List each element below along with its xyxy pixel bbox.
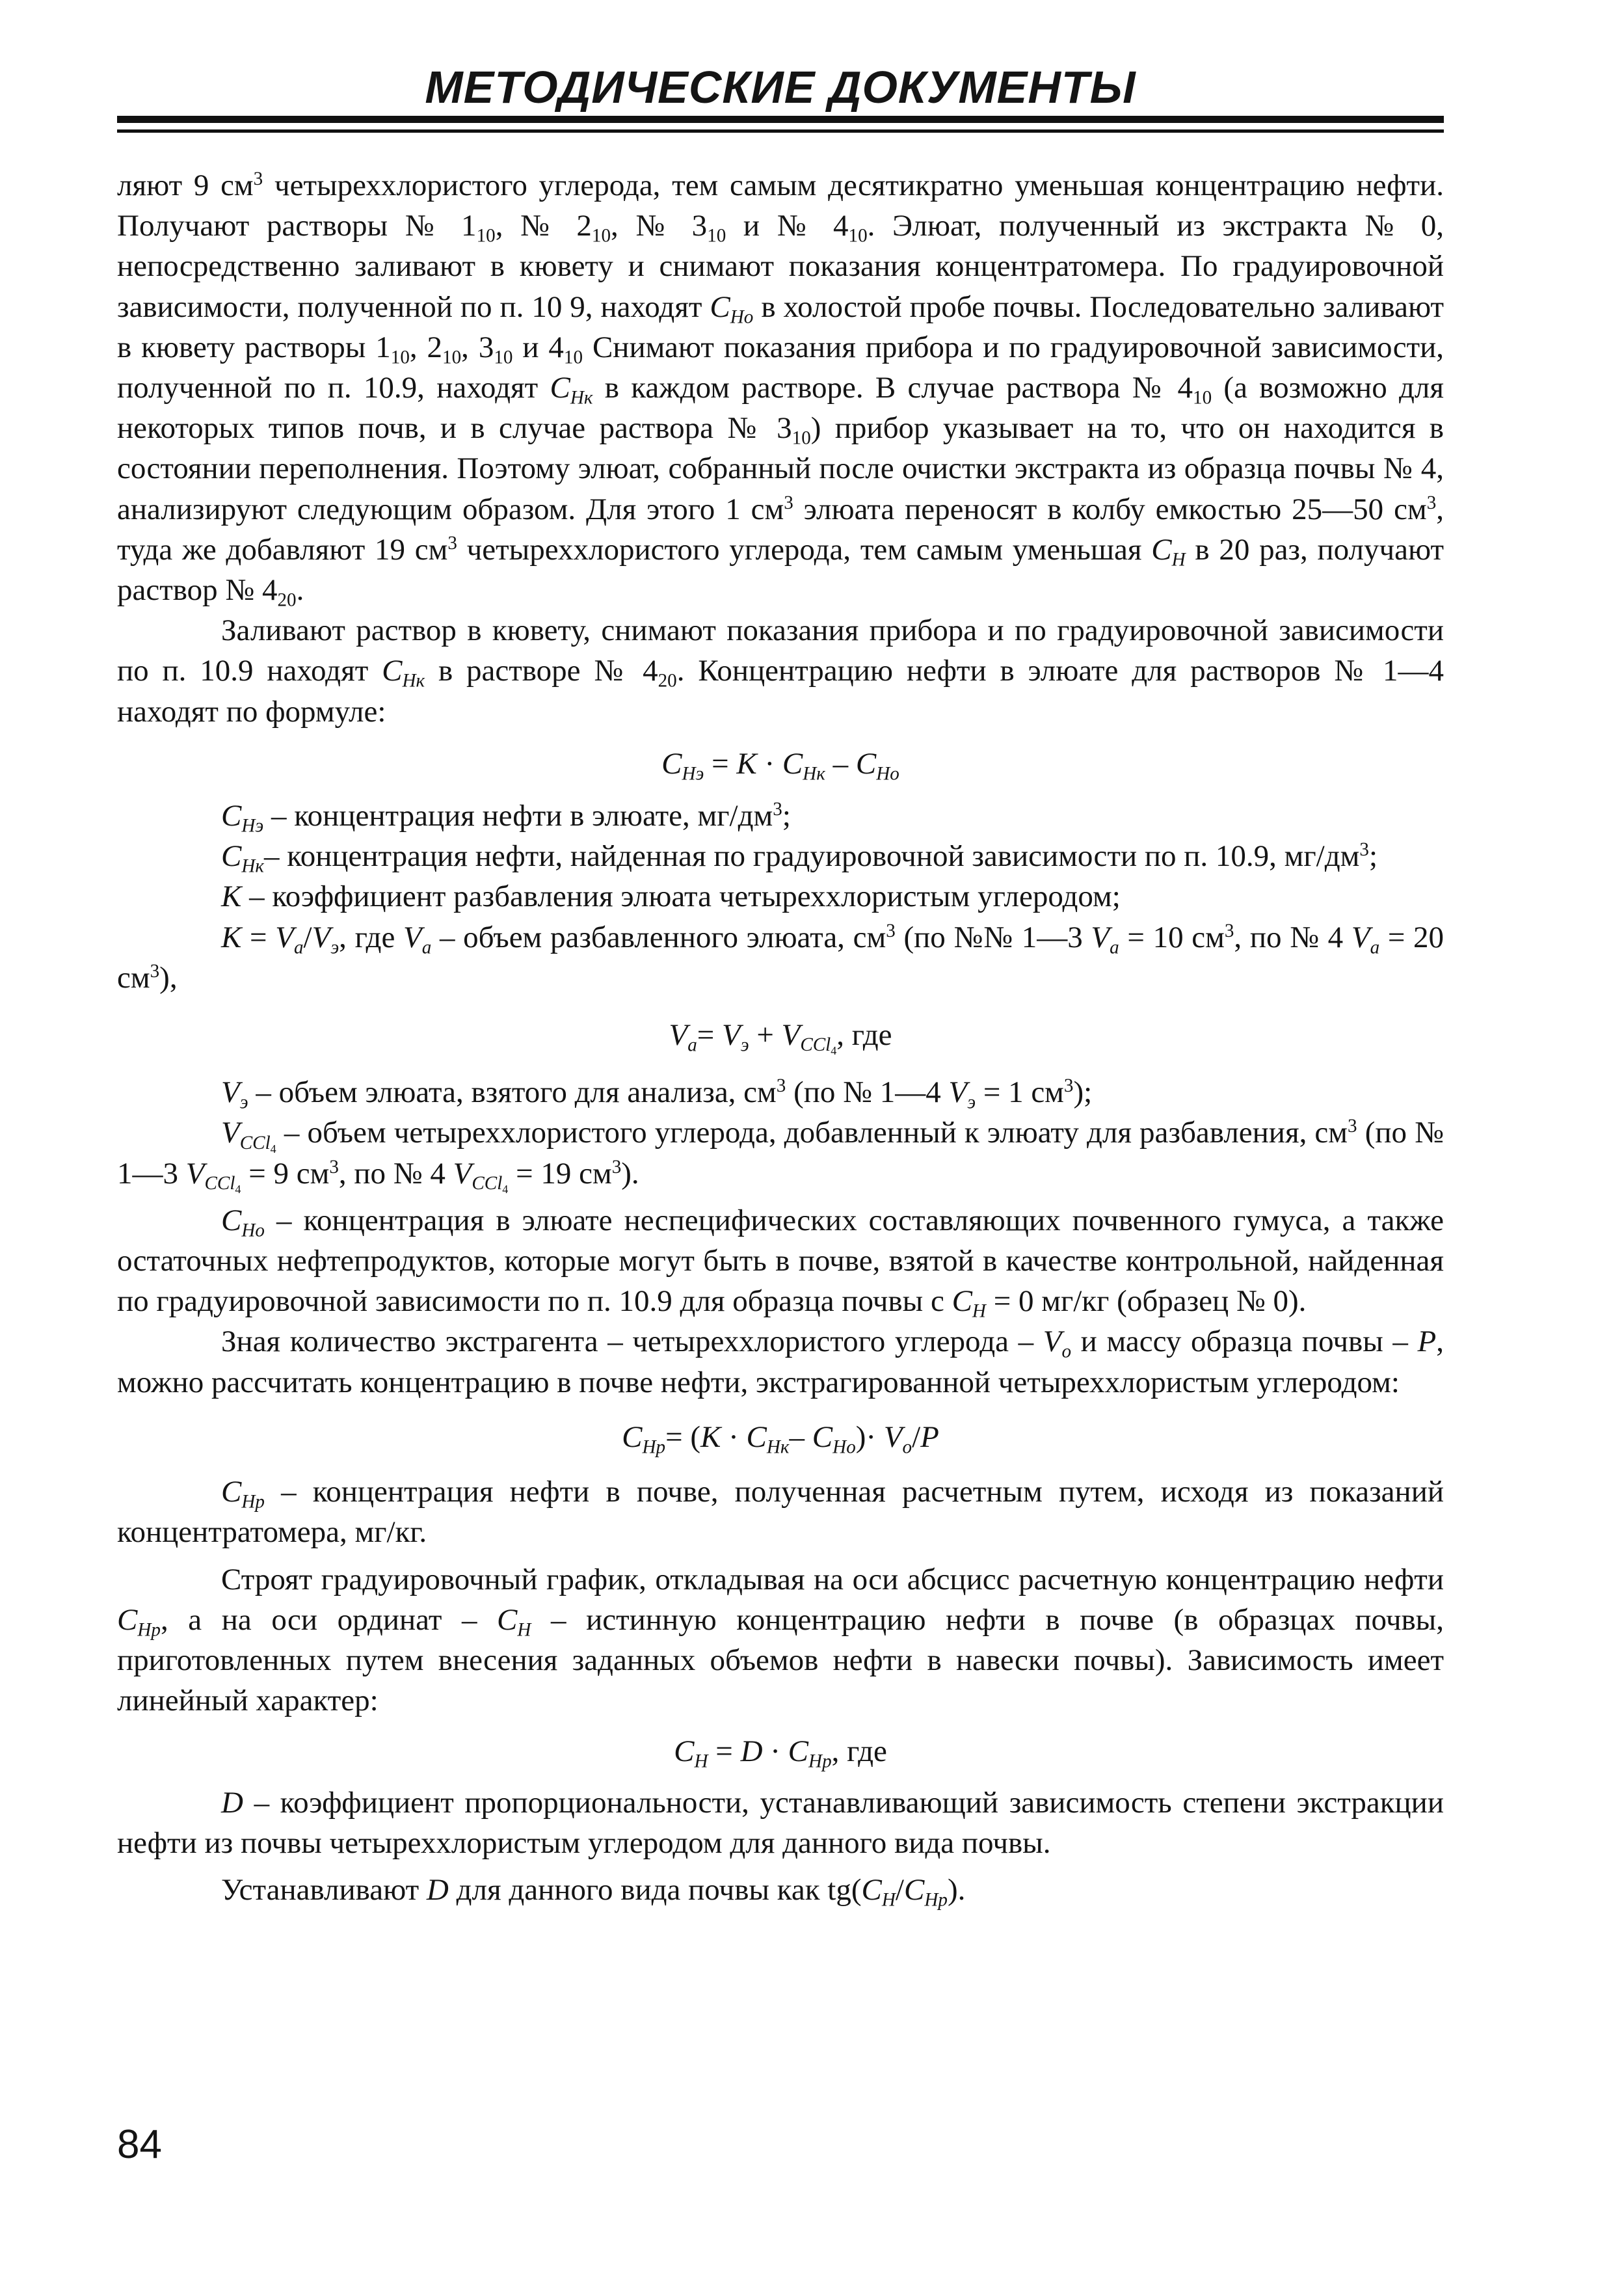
header-rule-thick <box>117 116 1444 123</box>
paragraph-cho: $C_{Ho}$ – концентрация в элюате неспецифических составляющих почвенного гумуса, а также остаточных нефтепродуктов, которые могут быть в почве, взятой в качестве контрольной, найденная по градуировочной зависимости по п. 10.9 для образца почвы с $C_H = 0$ мг/кг (образец № 0). <box>117 1203 1444 1322</box>
definition-chk: $C_{Hк}-$ концентрация нефти, найденная по градуировочной зависимости по п. 10.9, $мг/дм^3$; <box>221 839 1378 877</box>
formula-eluate-concentration: $C_{Hэ} = K \cdot C_{Hк} - C_{Ho}$ <box>661 746 899 785</box>
formula-chp: $C_{Hp}= (K \cdot C_{Hк}-$ $C_{Ho})\cdot V_o/P$ <box>622 1420 939 1458</box>
definition-chp: $C_{Hp}$ – концентрация нефти в почве, полученная расчетным путем, исходя из показаний концентратомера, мг/кг. <box>117 1475 1444 1550</box>
header-rule-thin <box>117 129 1444 133</box>
paragraph-calibration-graph: Строят градуировочный график, откладывая на оси абсцисс расчетную концентрацию нефти $C_{Hp}$, а на оси ординат – $C_H$ – истинную концентрацию нефти в почве (в образцах почвы, приготовленных путем внесения заданных объемов нефти в навески почвы). Зависимость имеет линейный характер: <box>117 1562 1444 1718</box>
running-header-title: МЕТОДИЧЕСКИЕ ДОКУМЕНТЫ <box>425 62 1136 113</box>
body-text <box>117 165 1444 1910</box>
definition-che: $C_{Hэ}$ – концентрация нефти в элюате, $мг/дм^3$; <box>221 799 791 837</box>
paragraph-2: Заливают раствор в кювету, снимают показания прибора и по градуировочной зависимости по п. 10.9 находят $C_{Hк}$ в растворе № $4_{20}$. Концентрацию нефти в элюате для растворов № 1—4 находят по формуле: <box>117 613 1444 729</box>
page-number: 84 <box>117 2122 162 2167</box>
paragraph-1: ляют 9 $см^3$ четыреххлористого углерода, тем самым десятикратно уменьшая концентрацию нефти. Получают растворы № $1_{10}$, № $2_{10}$, № $3_{10}$ и № $4_{10}$. Элюат, полученный из экстракта № 0, непосредственно заливают в кювету и снимают показания концентратомера. По градуировочной зависимости, полученной по п. 10 9, находят $C_{Ho}$ в холостой пробе почвы. Последовательно заливают в кювету растворы $1_{10}$, $2_{10}$, $3_{10}$ и $4_{10}$ Снимают показания прибора и по градуировочной зависимости, полученной по п. 10.9, находят $C_{Hк}$ в каждом растворе. В случае раствора № $4_{10}$ (а возможно для некоторых типов почв, и в случае раствора № $3_{10}$) прибор указывает на то, что он находится в состоянии переполнения. Поэтому элюат, собранный после очистки экстракта из образца почвы № 4, анализируют следующим образом. Для этого 1 $см^3$ элюата переносят в колбу емкостью 25—50 $см^3$, туда же добавляют 19 $см^3$ четыреххлористого углерода, тем самым уменьшая $C_H$ в 20 раз, получают раствор № $4_{20}$. <box>117 168 1444 611</box>
definition-k-formula: $K = V_a/V_э$, где $V_a$ – объем разбавленного элюата, $см^3$ (по №№ 1—3 $V_a = 10$ $см^3$, по № 4 $V_a = 20$ $см^3$), <box>117 920 1444 995</box>
definition-k: K – коэффициент разбавления элюата четыреххлористым углеродом; <box>221 880 1121 914</box>
definition-ve: $V_э$ – объем элюата, взятого для анализа, $см^3$ (по № 1—4 $V_э = 1$ $см^3$); <box>221 1075 1093 1113</box>
paragraph-set-d: Устанавливают D для данного вида почвы как $tg(C_H/C_{Hp})$. <box>221 1872 966 1911</box>
paragraph-extractant: Зная количество экстрагента – четыреххлористого углерода – $V_o$ и массу образца почвы – P, можно рассчитать концентрацию в почве нефти, экстрагированной четыреххлористым углеродом: <box>117 1325 1444 1399</box>
formula-va: $V_a= V_э + V_{CCl_4}$, где <box>669 1018 892 1058</box>
definition-vccl4: $V_{CCl_4}$ – объем четыреххлористого углерода, добавленный к элюату для разбавления, $см^3$ (по № 1—3 $V_{CCl_4} = 9$ $см^3$, по № 4 $V_{CCl_4} = 19$ $см^3$). <box>117 1116 1444 1196</box>
formula-ch: $C_H = D \cdot C_{Hp}$, где <box>674 1734 887 1772</box>
definition-d: D – коэффициент пропорциональности, устанавливающий зависимость степени экстракции нефти из почвы четыреххлористым углеродом для данного вида почвы. <box>117 1785 1444 1860</box>
